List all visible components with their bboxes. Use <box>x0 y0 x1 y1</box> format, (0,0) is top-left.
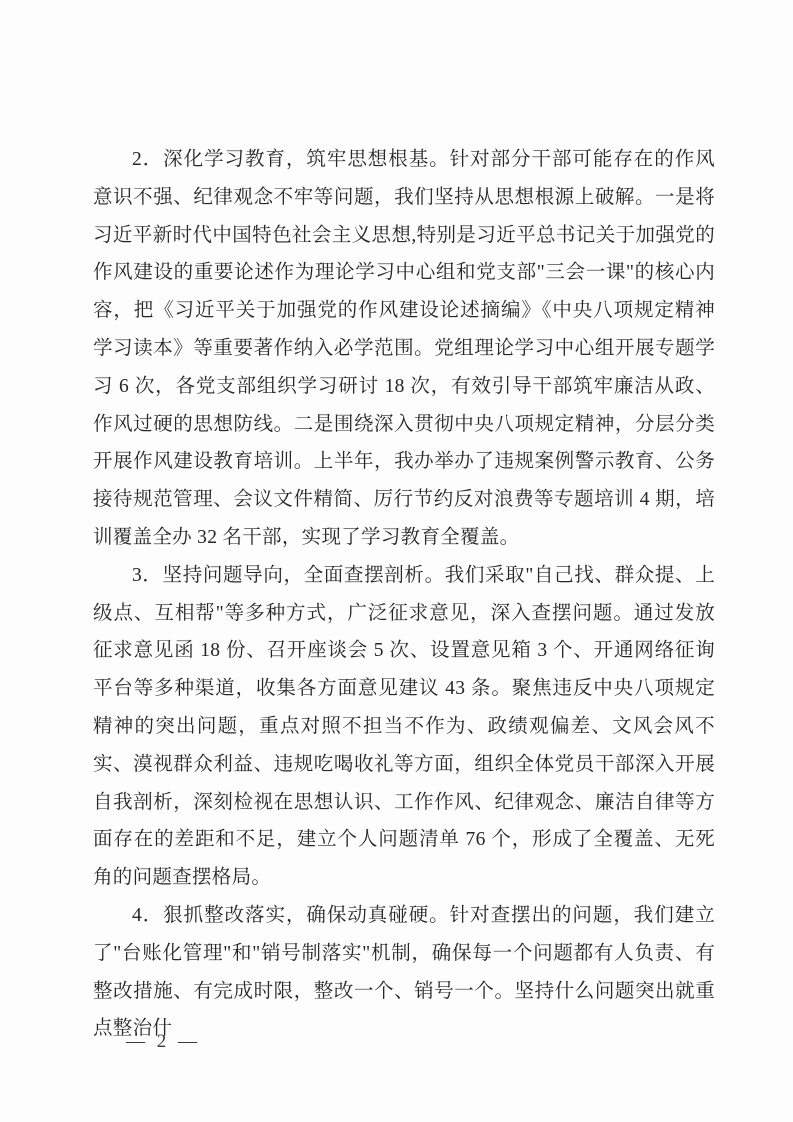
paragraph-4-rectification: 4．狠抓整改落实，确保动真碰硬。针对查摆出的问题，我们建立了"台账化管理"和"销号制落实"机制，确保每一个问题都有人负责、有整改措施、有完成时限，整改一个、销号一个。坚持什么问题突出就重点整治什 <box>93 904 715 1040</box>
paragraph-3-problem-inspection: 3．坚持问题导向，全面查摆剖析。我们采取"自己找、群众提、上级点、互相帮"等多种方式，广泛征求意见，深入查摆问题。通过发放征求意见函 18 份、召开座谈会 5 次、设置意见箱 3 个、开通网络征询平台等多种渠道，收集各方面意见建议 43 条。聚焦违反中央八项规定精神的突出问题，重点对照不担当不作为、政绩观偏差、文风会风不实、漠视群众利益、违规吃喝收礼等方面，组织全体党员干部深入开展自我剖析，深刻检视在思想认识、工作作风、纪律观念、廉洁自律等方面存在的差距和不足，建立个人问题清单 76 个，形成了全覆盖、无死角的问题查摆格局。 <box>93 564 715 889</box>
page-number: — 2 — <box>126 1031 198 1052</box>
paragraph-2-learning-education: 2．深化学习教育，筑牢思想根基。针对部分干部可能存在的作风意识不强、纪律观念不牢等问题，我们坚持从思想根源上破解。一是将习近平新时代中国特色社会主义思想,特别是习近平总书记关于加强党的作风建设的重要论述作为理论学习中心组和党支部"三会一课"的核心内容，把《习近平关于加强党的作风建设论述摘编》《中央八项规定精神学习读本》等重要著作纳入必学范围。党组理论学习中心组开展专题学习 6 次，各党支部组织学习研讨 18 次，有效引导干部筑牢廉洁从政、作风过硬的思想防线。二是围绕深入贯彻中央八项规定精神，分层分类开展作风建设教育培训。上半年，我办举办了违规案例警示教育、公务接待规范管理、会议文件精简、厉行节约反对浪费等专题培训 4 期，培训覆盖全办 32 名干部，实现了学习教育全覆盖。 <box>93 149 715 548</box>
document-body <box>93 141 715 1048</box>
